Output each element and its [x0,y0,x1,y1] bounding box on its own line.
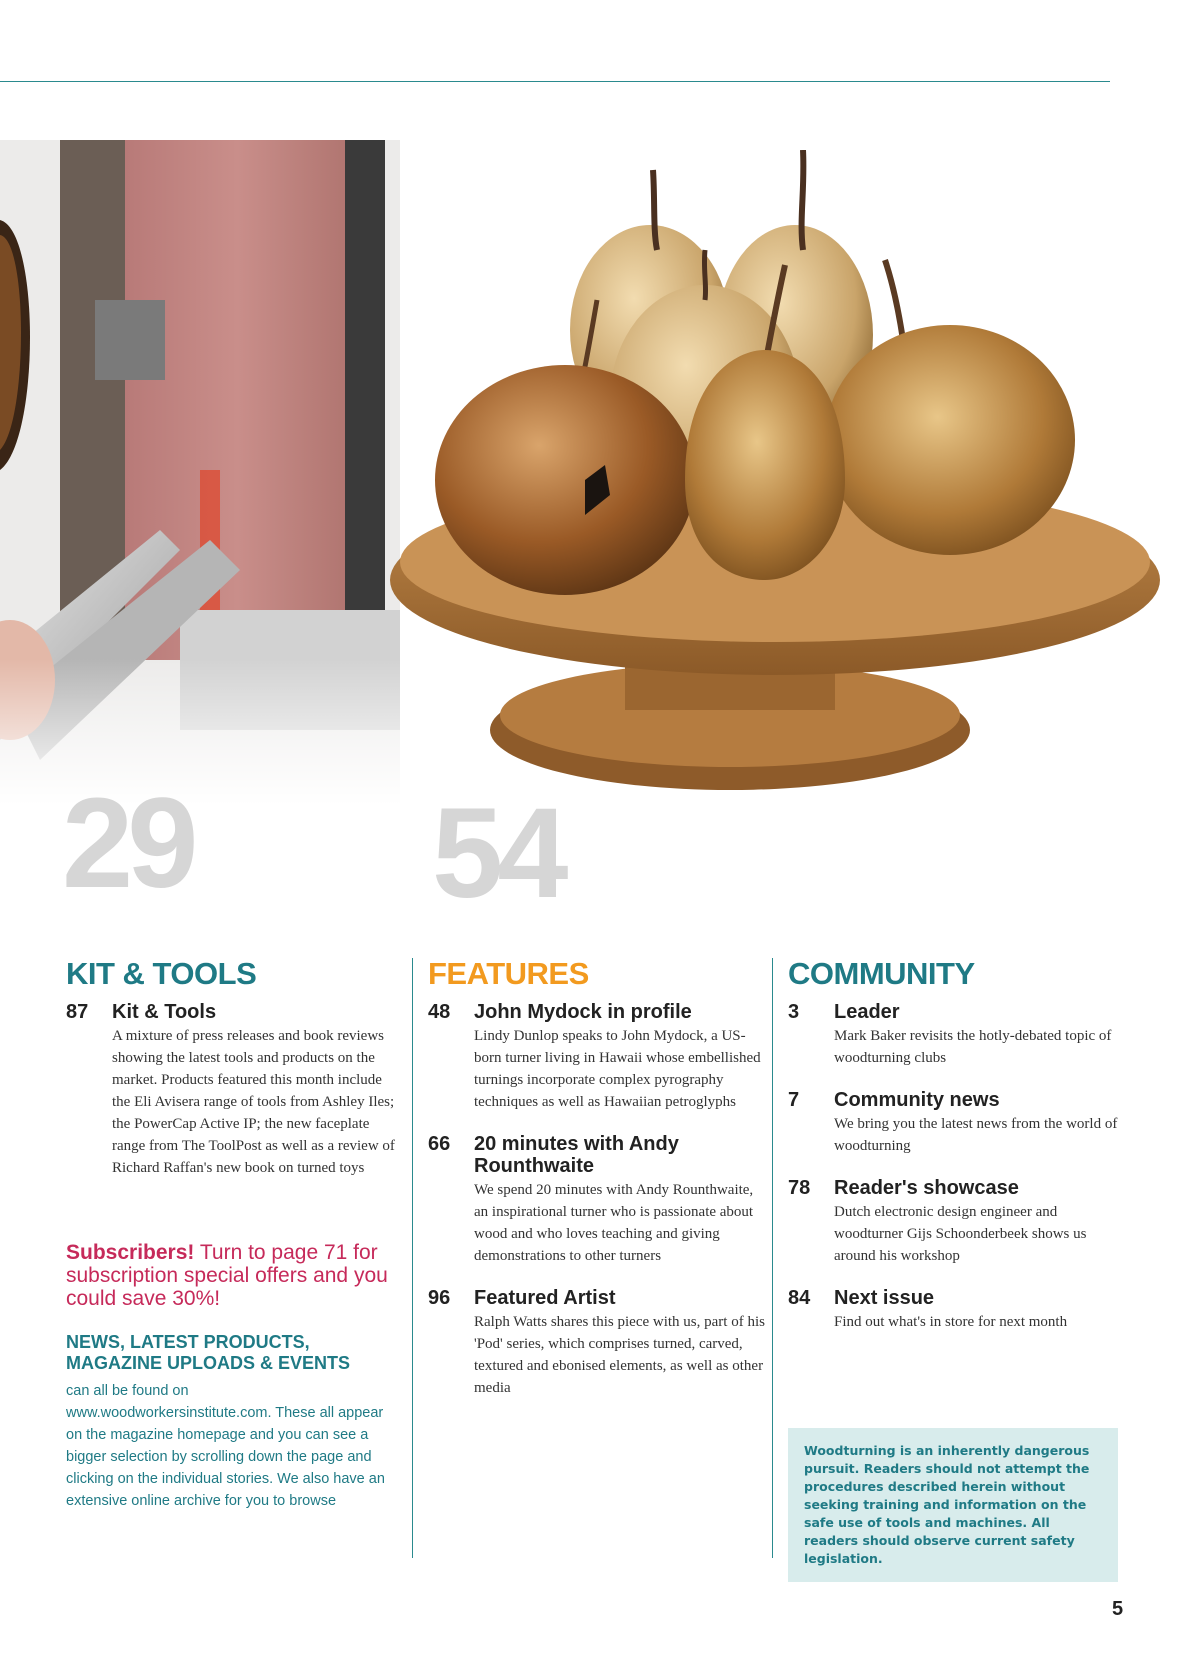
entry-description: Dutch electronic design engineer and woodturner Gijs Schoonderbeek shows us around his workshop [834,1204,1087,1264]
column-divider [772,958,773,1558]
news-body: can all be found on www.woodworkersinstitute.com. These all appear on the magazine homepage and you can see a bigger selection by scrolling down the page and clicking on the individual stories. We also have an extensive online archive for you to browse [66,1383,385,1509]
entry-page-number: 78 [788,1177,811,1199]
safety-notice: Woodturning is an inherently dangerous pursuit. Readers should not attempt the procedures described herein without seeking training and information on the safe use of tools and machines. All readers should observe current safety legislation. [788,1428,1118,1582]
entry-title: John Mydock in profile [474,1001,692,1023]
entry-description: Ralph Watts shares this piece with us, part of his 'Pod' series, which comprises turned, carved, textured and ebonised elements, as well as other media [474,1314,765,1396]
entry-title: Kit & Tools [112,1001,217,1023]
entry-title: Featured Artist [474,1287,616,1309]
entry-title: Next issue [834,1287,935,1309]
contents-entry[interactable] [66,1001,396,1179]
news-heading: NEWS, LATEST PRODUCTS, MAGAZINE UPLOADS & EVENTS [66,1332,351,1373]
kit-tools-heading: KIT & TOOLS [66,956,257,991]
entry-description: We spend 20 minutes with Andy Rounthwaite, an inspirational turner who is passionate about wood and who loves teaching and giving demonstrations to other turners [474,1182,754,1264]
entry-page-number: 96 [428,1287,451,1309]
turned-fruit-photo [385,150,1165,870]
page-number: 5 [1112,1598,1124,1620]
kit-tools-column [66,958,396,1512]
entry-page-number: 84 [788,1287,811,1309]
features-heading: FEATURES [428,956,589,991]
entry-title: Community news [834,1089,1000,1111]
contents-entry[interactable] [788,1089,1128,1157]
entry-page-number: 3 [788,1001,800,1023]
entry-description: Lindy Dunlop speaks to John Mydock, a US-born turner living in Hawaii whose embellished turnings incorporate complex pyrography techniques as well as Hawaiian petroglyphs [474,1028,761,1110]
entry-description: Mark Baker revisits the hotly-debated topic of woodturning clubs [834,1028,1112,1066]
top-rule [0,81,1110,82]
entry-page-number: 7 [788,1089,800,1111]
contents-entry[interactable] [788,1001,1128,1069]
contents-entry[interactable] [788,1177,1128,1267]
entry-title: Reader's showcase [834,1177,1019,1199]
subscribers-promo[interactable] [66,1241,396,1310]
contents-entry[interactable] [428,1001,768,1113]
entry-page-number: 66 [428,1133,451,1155]
contents-entry[interactable] [428,1133,768,1267]
subscribers-bold: Subscribers! [66,1241,195,1264]
community-heading: COMMUNITY [788,956,975,991]
page-number-29-overlay: 29 [62,772,193,915]
subscribers-text: Turn to page 71 for subscription special offers and you could save 30%! [66,1241,388,1310]
entry-page-number: 48 [428,1001,451,1023]
entry-title: Leader [834,1001,900,1023]
contents-entry[interactable] [428,1287,768,1399]
entry-title: 20 minutes with Andy Rounthwaite [474,1133,679,1177]
entry-description: Find out what's in store for next month [834,1314,1068,1330]
page-number-54-overlay: 54 [432,782,563,925]
sander-photo [0,140,400,805]
column-divider [412,958,413,1558]
entry-description: A mixture of press releases and book reviews showing the latest tools and products on the market. Products featured this month include the Eli Avisera range of tools from Ashley Iles; the PowerCap Active IP; the new faceplate range from The ToolPost as well as a review of Richard Raffan's new book on turned toys [112,1028,395,1176]
contents-entry[interactable] [788,1287,1128,1333]
features-column [428,958,768,1419]
entry-description: We bring you the latest news from the world of woodturning [834,1116,1118,1154]
entry-page-number: 87 [66,1001,89,1023]
community-column [788,958,1128,1353]
